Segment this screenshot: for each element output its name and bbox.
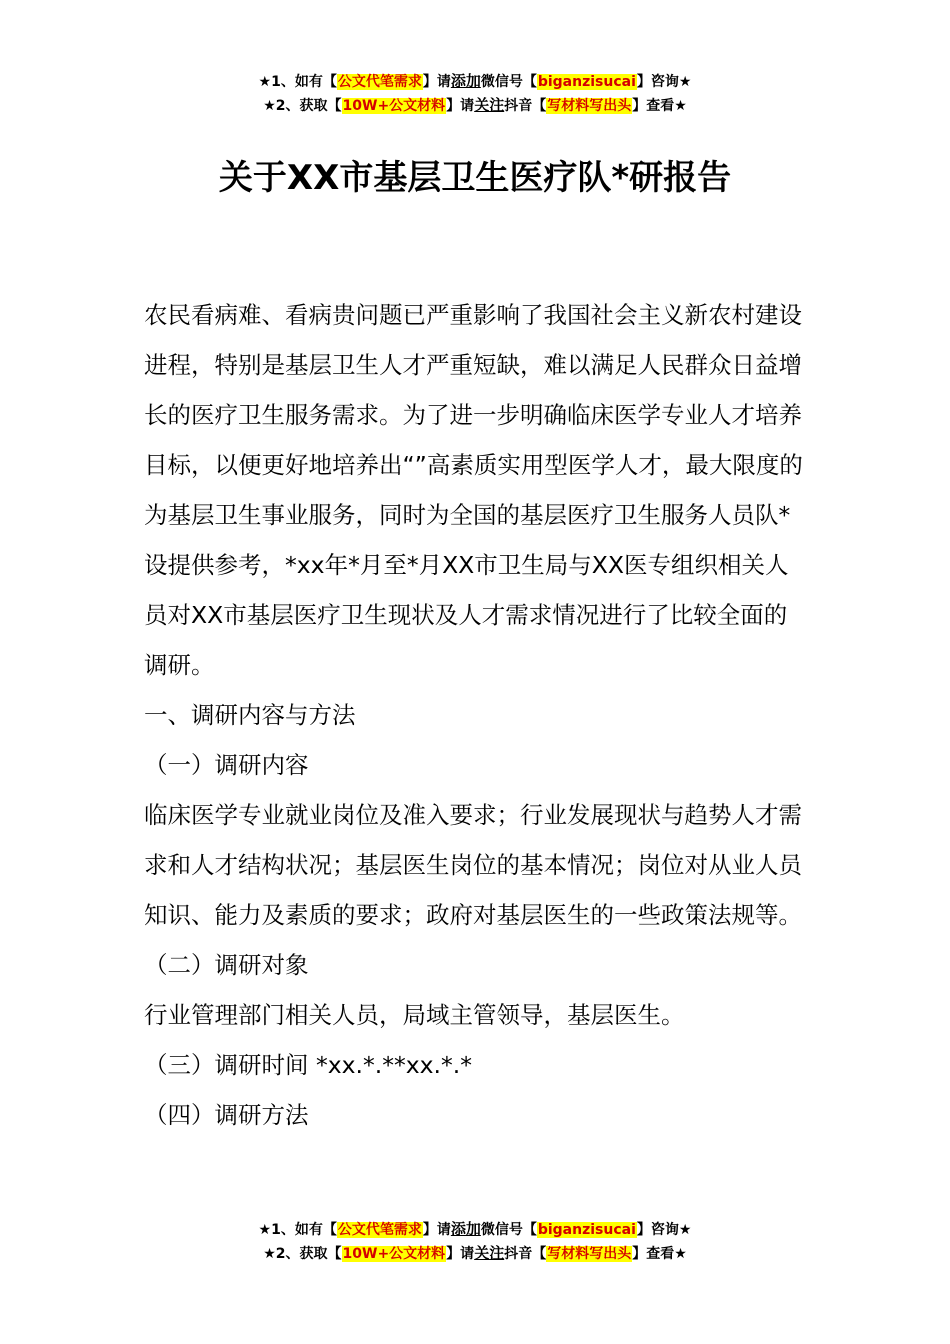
banner-text: 】请 [422, 1222, 451, 1238]
banner-text: 】请 [422, 74, 451, 90]
banner-highlight: 公文代笔需求 [337, 1222, 422, 1238]
banner-line-1 [0, 1218, 950, 1242]
document-title: 关于XX市基层卫生医疗队*研报告 [218, 158, 732, 198]
banner-text: 】请 [446, 98, 475, 114]
banner-text: 微信号【 [480, 1222, 537, 1238]
banner-highlight: 公文代笔需求 [337, 74, 422, 90]
banner-text: 微信号【 [480, 74, 537, 90]
banner-text: ★2、获取【 [263, 1246, 342, 1262]
banner-highlight: 写材料写出头 [547, 98, 632, 114]
body-paragraph: 行业管理部门相关人员，局域主管领导，基层医生。 [144, 1001, 685, 1029]
banner-text: 抖音【 [504, 1246, 547, 1262]
banner-highlight: biganzisucai [537, 74, 636, 90]
header-banner [0, 70, 950, 118]
subsection-heading: （二）调研对象 [144, 951, 309, 979]
banner-highlight: 10W+公文材料 [342, 98, 446, 114]
banner-emphasis: 关注 [474, 96, 505, 114]
subsection-heading: （一）调研内容 [144, 751, 309, 779]
banner-emphasis: 添加 [450, 72, 481, 90]
banner-line-2 [0, 94, 950, 118]
section-heading: 一、调研内容与方法 [144, 701, 356, 729]
footer-banner [0, 1218, 950, 1266]
banner-highlight: 写材料写出头 [547, 1246, 632, 1262]
banner-text: 】请 [446, 1246, 475, 1262]
banner-text: 】查看★ [632, 1246, 687, 1262]
subsection-heading: （三）调研时间 *xx.*.**xx.*.* [144, 1051, 472, 1079]
banner-text: 抖音【 [504, 98, 547, 114]
banner-text: 】咨询★ [636, 74, 692, 90]
banner-line-2 [0, 1242, 950, 1266]
subsection-heading: （四）调研方法 [144, 1101, 309, 1129]
banner-line-1 [0, 70, 950, 94]
banner-text: ★1、如有【 [258, 1222, 337, 1238]
document-body [144, 290, 809, 1140]
intro-paragraph: 农民看病难、看病贵问题已严重影响了我国社会主义新农村建设进程，特别是基层卫生人才严重短缺，难以满足人民群众日益增长的医疗卫生服务需求。为了进一步明确临床医学专业人才培养目标，以便更好地培养出“”高素质实用型医学人才，最大限度的为基层卫生事业服务，同时为全国的基层医疗卫生服务人员队*设提供参考，*xx年*月至*月XX市卫生局与XX医专组织相关人员对XX市基层医疗卫生现状及人才需求情况进行了比较全面的调研。 [144, 301, 803, 679]
body-paragraph: 临床医学专业就业岗位及准入要求；行业发展现状与趋势人才需求和人才结构状况；基层医生岗位的基本情况；岗位对从业人员知识、能力及素质的要求；政府对基层医生的一些政策法规等。 [144, 801, 802, 929]
banner-emphasis: 关注 [474, 1244, 505, 1262]
banner-emphasis: 添加 [450, 1220, 481, 1238]
banner-highlight: 10W+公文材料 [342, 1246, 446, 1262]
banner-highlight: biganzisucai [537, 1222, 636, 1238]
banner-text: ★1、如有【 [258, 74, 337, 90]
banner-text: 】咨询★ [636, 1222, 692, 1238]
banner-text: 】查看★ [632, 98, 687, 114]
banner-text: ★2、获取【 [263, 98, 342, 114]
